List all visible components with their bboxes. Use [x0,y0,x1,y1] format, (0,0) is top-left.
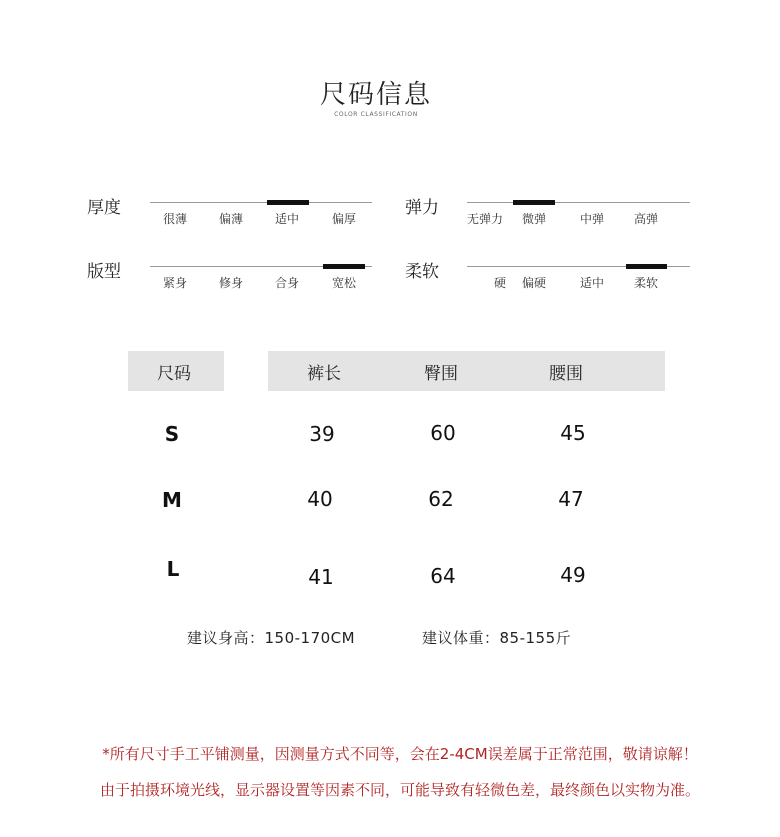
table-header-waist: 腰围 [549,364,583,384]
attr-label-thickness: 厚度 [87,198,121,218]
attr-option: 偏薄 [218,212,243,226]
attr-option: 修身 [218,276,243,290]
table-cell-length: 39 [309,422,335,446]
table-header-hip: 臀围 [424,364,458,384]
measurement-note: *所有尺寸手工平铺测量，因测量方式不同等，会在2-4CM误差属于正常范围，敬请谅解！ [102,745,698,763]
recommended-height: 建议身高：150-170CM [187,629,356,647]
table-cell-waist: 47 [558,487,584,511]
attr-option: 无弹力 [466,212,503,226]
table-cell-waist: 45 [560,421,586,445]
attr-option: 柔软 [633,276,658,290]
attr-option: 适中 [274,212,299,226]
attr-line-thickness [150,202,372,203]
attr-option: 紧身 [162,276,187,290]
attr-label-softness: 柔软 [405,262,439,282]
attr-option: 硬 [493,276,506,290]
table-header-length: 裤长 [307,364,341,384]
attr-marker-softness [626,264,667,269]
attr-line-elasticity [467,202,690,203]
attr-marker-fit [323,264,365,269]
attr-option: 偏厚 [331,212,356,226]
table-cell-hip: 62 [428,487,454,511]
attr-option: 很薄 [162,212,187,226]
attr-label-elasticity: 弹力 [405,198,439,218]
table-cell-size: L [166,557,180,581]
attr-option: 高弹 [633,212,658,226]
attr-option: 宽松 [331,276,356,290]
attr-option: 合身 [274,276,299,290]
color-note: 由于拍摄环境光线，显示器设置等因素不同，可能导致有轻微色差，最终颜色以实物为准。 [99,781,700,799]
table-cell-waist: 49 [560,563,586,587]
attr-option: 适中 [579,276,604,290]
attr-label-fit: 版型 [87,262,121,282]
attr-option: 微弹 [521,212,546,226]
table-cell-length: 41 [308,565,334,589]
recommended-weight: 建议体重：85-155斤 [422,629,572,647]
attr-option: 偏硬 [521,276,546,290]
attr-marker-elasticity [513,200,555,205]
table-cell-size: S [164,422,180,446]
page-title: 尺码信息 [319,80,432,110]
page-subtitle: COLOR CLASSIFICATION [334,111,418,118]
table-header-size: 尺码 [157,364,191,384]
table-cell-length: 40 [307,487,333,511]
attr-marker-thickness [267,200,309,205]
attr-option: 中弹 [579,212,604,226]
table-cell-hip: 64 [430,564,456,588]
table-cell-hip: 60 [430,421,456,445]
table-cell-size: M [162,488,182,512]
